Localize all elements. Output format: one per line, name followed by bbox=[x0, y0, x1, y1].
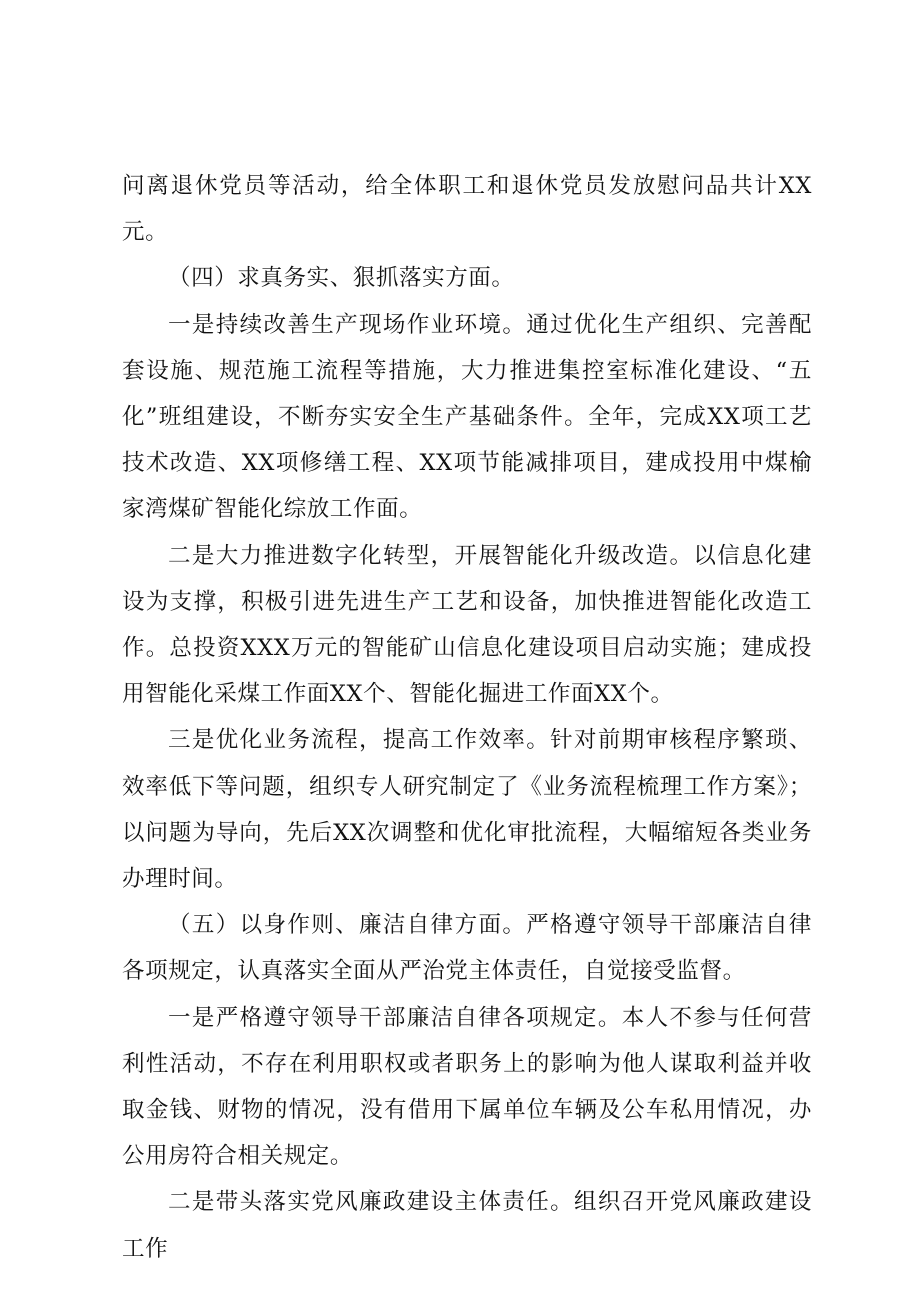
section-heading-5: （五）以身作则、廉洁自律方面。严格遵守领导干部廉洁自律各项规定，认真落实全面从严治党主体责任，自觉接受监督。 bbox=[122, 912, 812, 985]
paragraph-item-3: 三是优化业务流程，提高工作效率。针对前期审核程序繁琐、效率低下等问题，组织专人研究制定了《业务流程梳理工作方案》；以问题为导向，先后XX次调整和优化审批流程，大幅缩短各类业务办理时间。 bbox=[122, 727, 812, 893]
paragraph-continuation: 问离退休党员等活动，给全体职工和退休党员发放慰问品共计XX元。 bbox=[122, 173, 812, 246]
document-body bbox=[122, 163, 812, 1272]
paragraph-item-1b: 一是严格遵守领导干部廉洁自律各项规定。本人不参与任何营利性活动，不存在利用职权或者职务上的影响为他人谋取利益并收取金钱、财物的情况，没有借用下属单位车辆及公车私用情况，办公用房符合相关规定。 bbox=[122, 1004, 812, 1170]
section-heading-4: （四）求真务实、狠抓落实方面。 bbox=[168, 265, 515, 292]
paragraph-item-2b: 二是带头落实党风廉政建设主体责任。组织召开党风廉政建设工作 bbox=[122, 1189, 812, 1262]
paragraph-item-1: 一是持续改善生产现场作业环境。通过优化生产组织、完善配套设施、规范施工流程等措施，大力推进集控室标准化建设、“五化”班组建设，不断夯实安全生产基础条件。全年，完成XX项工艺技术改造、XX项修缮工程、XX项节能减排项目，建成投用中煤榆家湾煤矿智能化综放工作面。 bbox=[122, 311, 812, 523]
paragraph-item-2: 二是大力推进数字化转型，开展智能化升级改造。以信息化建设为支撑，积极引进先进生产工艺和设备，加快推进智能化改造工作。总投资XXX万元的智能矿山信息化建设项目启动实施；建成投用智能化采煤工作面XX个、智能化掘进工作面XX个。 bbox=[122, 542, 812, 708]
